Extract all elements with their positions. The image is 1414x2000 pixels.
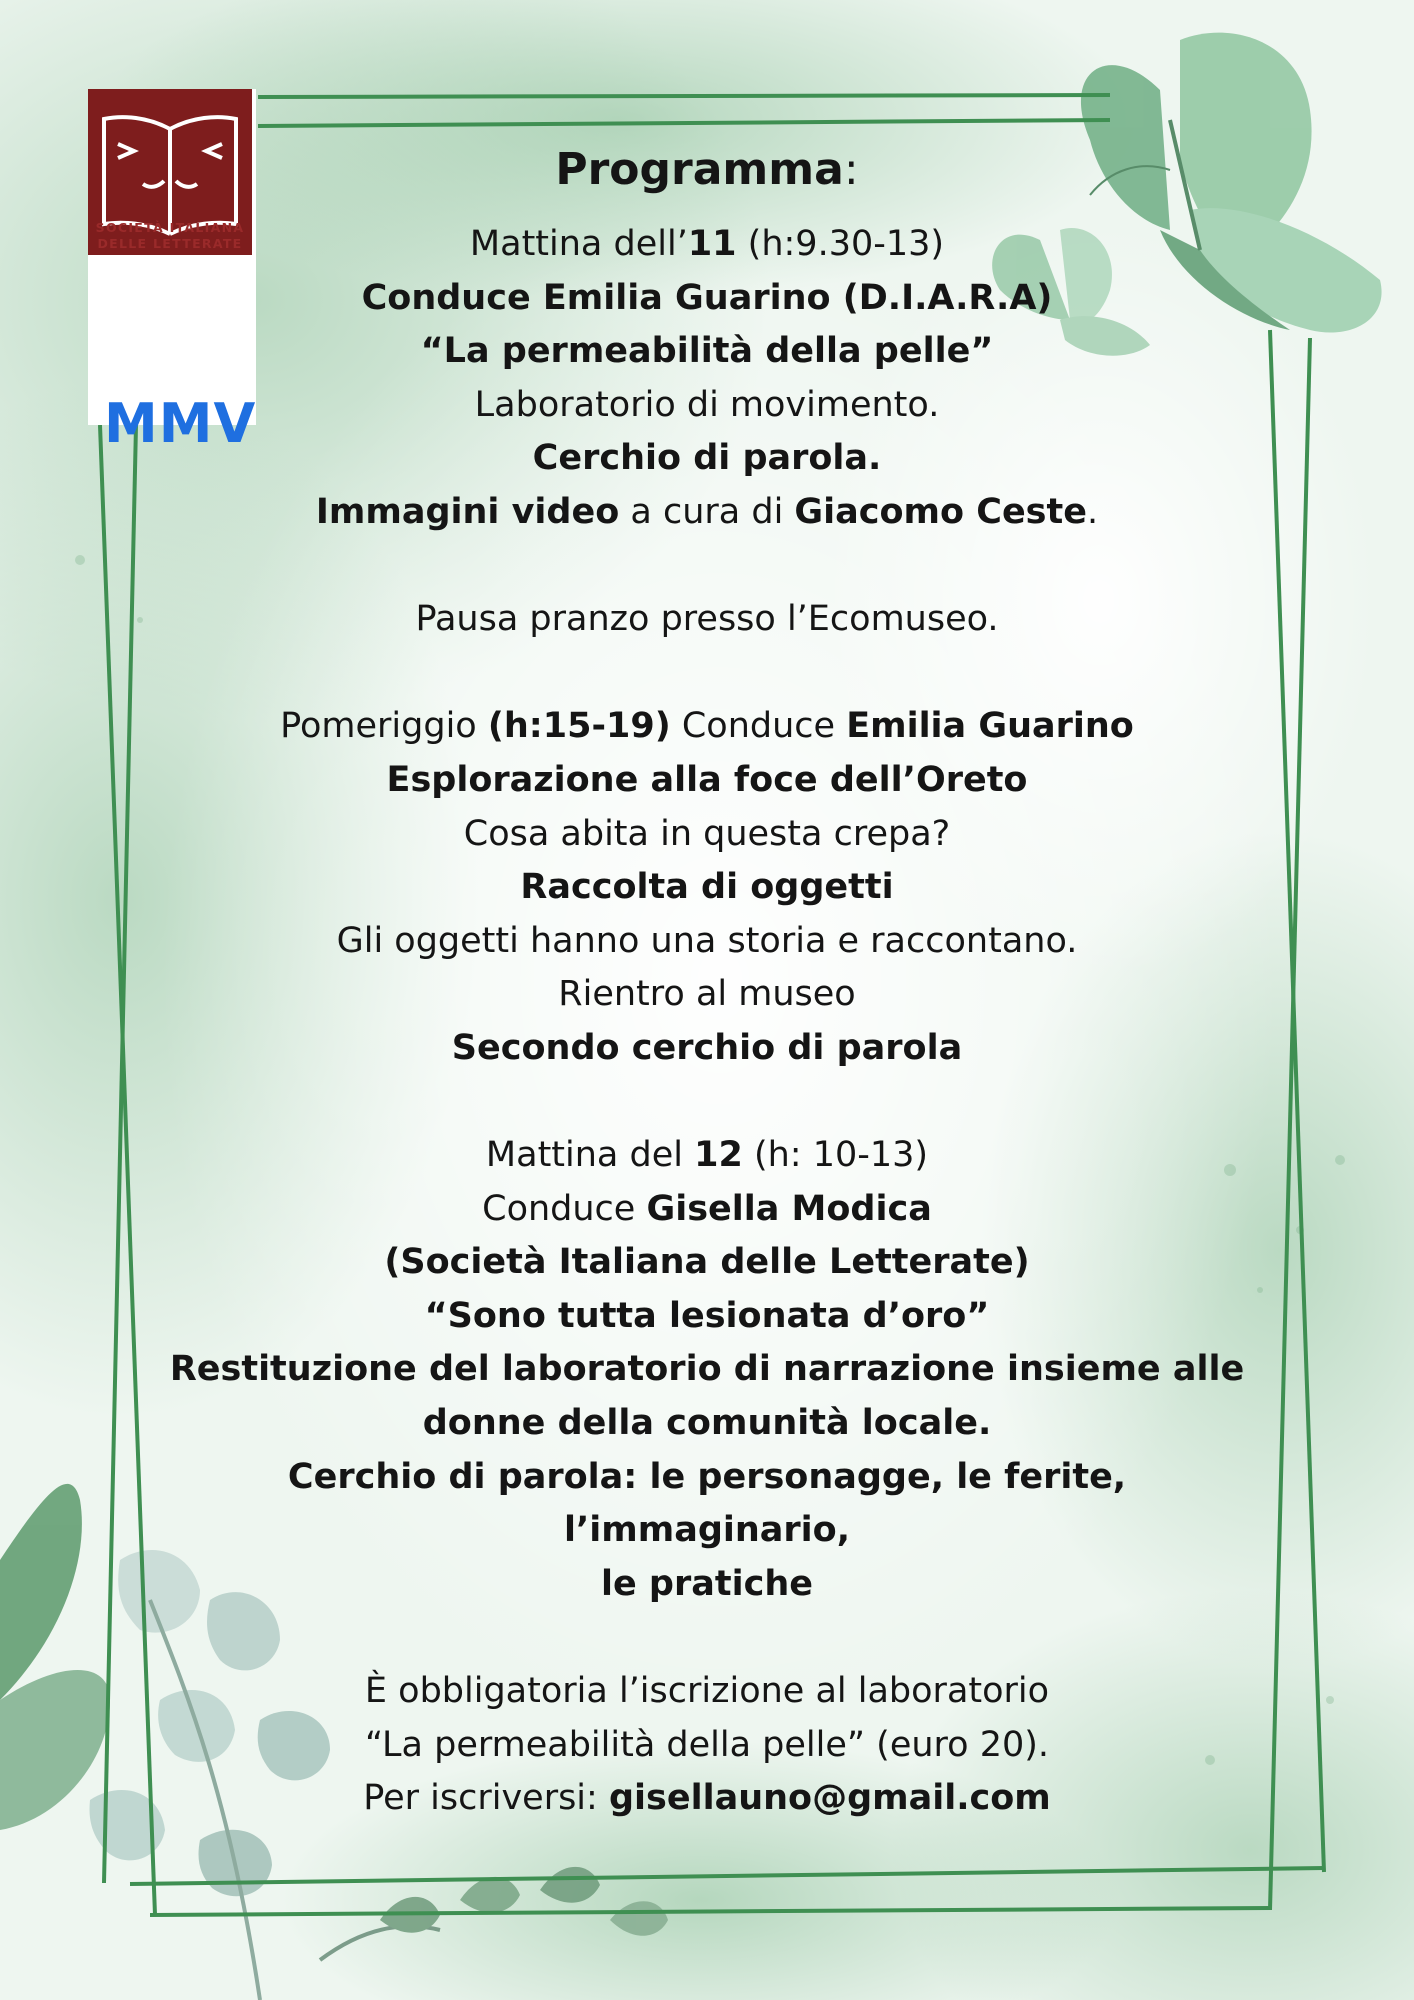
afternoon-heading: Pomeriggio (h:15-19) Conduce Emilia Guarino bbox=[280, 706, 1134, 747]
morning12-conductor: Conduce Gisella Modica bbox=[482, 1188, 932, 1229]
morning11-workshop: “La permeabilità della pelle” bbox=[420, 331, 994, 372]
page-title: Programma: bbox=[555, 144, 859, 195]
sil-caption-line1: SOCIETÀ ITALIANA bbox=[95, 220, 245, 235]
registration-line1: È obbligatoria l’iscrizione al laboratorio bbox=[364, 1671, 1050, 1712]
lunch-break: Pausa pranzo presso l’Ecomuseo. bbox=[415, 599, 999, 640]
morning12-circle-1: Cerchio di parola: le personagge, le ferite, l’immaginario, bbox=[287, 1456, 1127, 1551]
morning11-heading: Mattina dell’11 (h:9.30-13) bbox=[469, 224, 945, 264]
morning12-restitution-2: donne della comunità locale. bbox=[422, 1403, 992, 1444]
registration-email[interactable]: gisellauno@gmail.com bbox=[608, 1778, 1051, 1819]
program-content bbox=[150, 136, 1264, 1826]
morning11-activity: Laboratorio di movimento. bbox=[474, 384, 940, 425]
afternoon-exploration: Esplorazione alla foce dell’Oreto bbox=[386, 759, 1028, 800]
morning12-title: “Sono tutta lesionata d’oro” bbox=[424, 1295, 990, 1336]
morning11-video: Immagini video a cura di Giacomo Ceste. bbox=[315, 491, 1099, 532]
morning11-circle: Cerchio di parola. bbox=[532, 438, 882, 479]
afternoon-return: Rientro al museo bbox=[558, 974, 856, 1015]
mmv-logo: MMV bbox=[104, 392, 257, 455]
morning12-restitution-1: Restituzione del laboratorio di narrazione insieme alle bbox=[169, 1349, 1245, 1390]
afternoon-collection: Raccolta di oggetti bbox=[520, 867, 894, 908]
afternoon-stories: Gli oggetti hanno una storia e raccontano. bbox=[336, 920, 1078, 961]
morning11-conductor: Conduce Emilia Guarino (D.I.A.R.A) bbox=[361, 277, 1053, 318]
registration-line2: “La permeabilità della pelle” (euro 20). bbox=[364, 1724, 1050, 1765]
registration-contact: Per iscriversi: gisellauno@gmail.com bbox=[363, 1778, 1051, 1819]
morning12-circle-2: le pratiche bbox=[601, 1563, 813, 1604]
morning12-society: (Società Italiana delle Letterate) bbox=[384, 1242, 1030, 1283]
afternoon-question: Cosa abita in questa crepa? bbox=[463, 813, 951, 854]
morning12-heading: Mattina del 12 (h: 10-13) bbox=[485, 1135, 929, 1176]
afternoon-second-circle: Secondo cerchio di parola bbox=[451, 1027, 963, 1068]
sil-caption-line2: DELLE LETTERATE bbox=[97, 236, 243, 251]
